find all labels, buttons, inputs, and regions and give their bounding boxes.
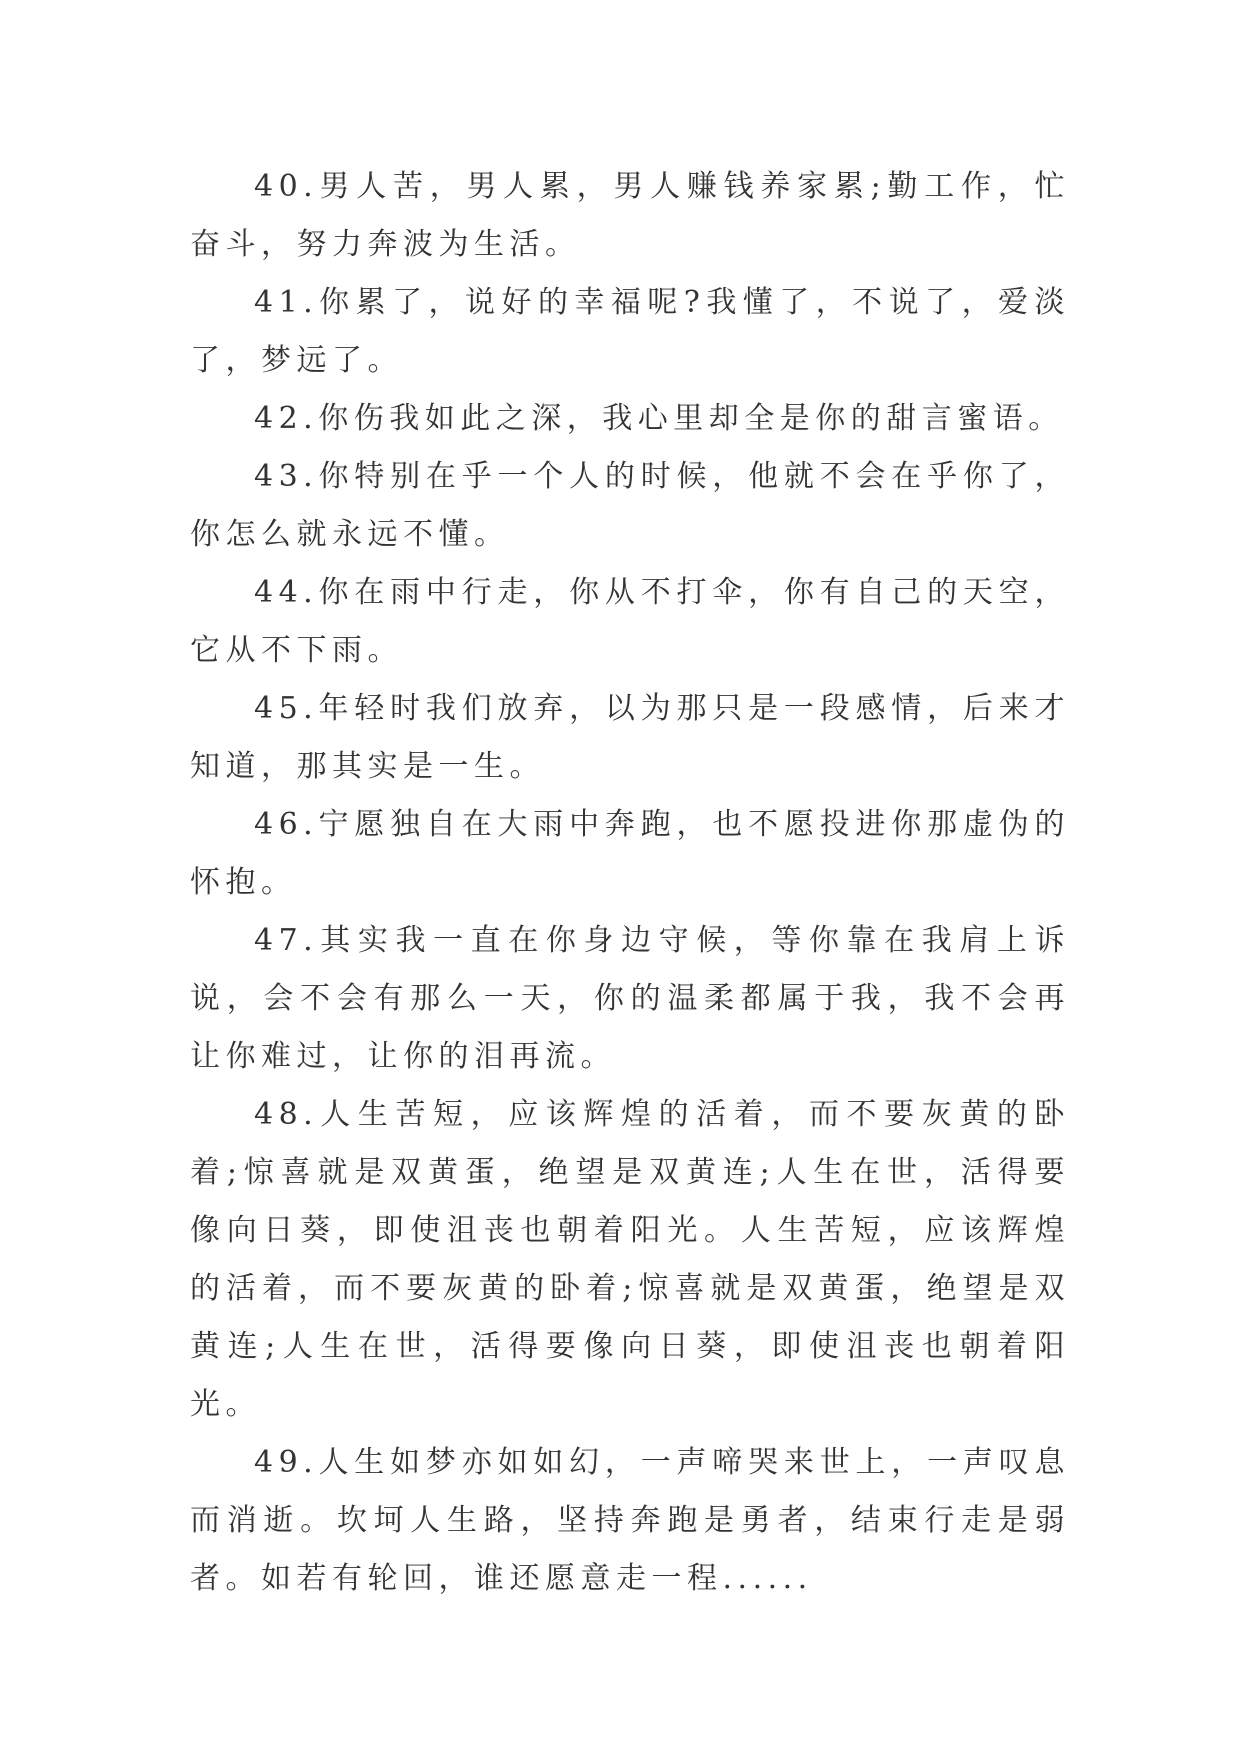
paragraph-48: 48.人生苦短，应该辉煌的活着，而不要灰黄的卧着;惊喜就是双黄蛋，绝望是双黄连;人生在世，活得要像向日葵，即使沮丧也朝着阳光。人生苦短，应该辉煌的活着，而不要灰黄的卧着;惊喜就是双黄蛋，绝望是双黄连;人生在世，活得要像向日葵，即使沮丧也朝着阳光。 bbox=[190, 1097, 1070, 1422]
paragraph-40: 40.男人苦，男人累，男人赚钱养家累;勤工作，忙奋斗，努力奔波为生活。 bbox=[190, 169, 1070, 262]
paragraph-43: 43.你特别在乎一个人的时候，他就不会在乎你了，你怎么就永远不懂。 bbox=[190, 459, 1070, 552]
paragraph-44: 44.你在雨中行走，你从不打伞，你有自己的天空，它从不下雨。 bbox=[190, 575, 1070, 668]
paragraph-46: 46.宁愿独自在大雨中奔跑，也不愿投进你那虚伪的怀抱。 bbox=[190, 807, 1070, 900]
paragraph-49: 49.人生如梦亦如如幻，一声啼哭来世上，一声叹息而消逝。坎坷人生路，坚持奔跑是勇者，结束行走是弱者。如若有轮回，谁还愿意走一程...... bbox=[190, 1445, 1070, 1596]
document-body bbox=[190, 158, 1070, 1608]
paragraph-42: 42.你伤我如此之深，我心里却全是你的甜言蜜语。 bbox=[254, 401, 1064, 436]
paragraph-45: 45.年轻时我们放弃，以为那只是一段感情，后来才知道，那其实是一生。 bbox=[190, 691, 1070, 784]
paragraph-41: 41.你累了，说好的幸福呢?我懂了，不说了，爱淡了，梦远了。 bbox=[190, 285, 1070, 378]
paragraph-47: 47.其实我一直在你身边守候，等你靠在我肩上诉说，会不会有那么一天，你的温柔都属于我，我不会再让你难过，让你的泪再流。 bbox=[190, 923, 1070, 1074]
